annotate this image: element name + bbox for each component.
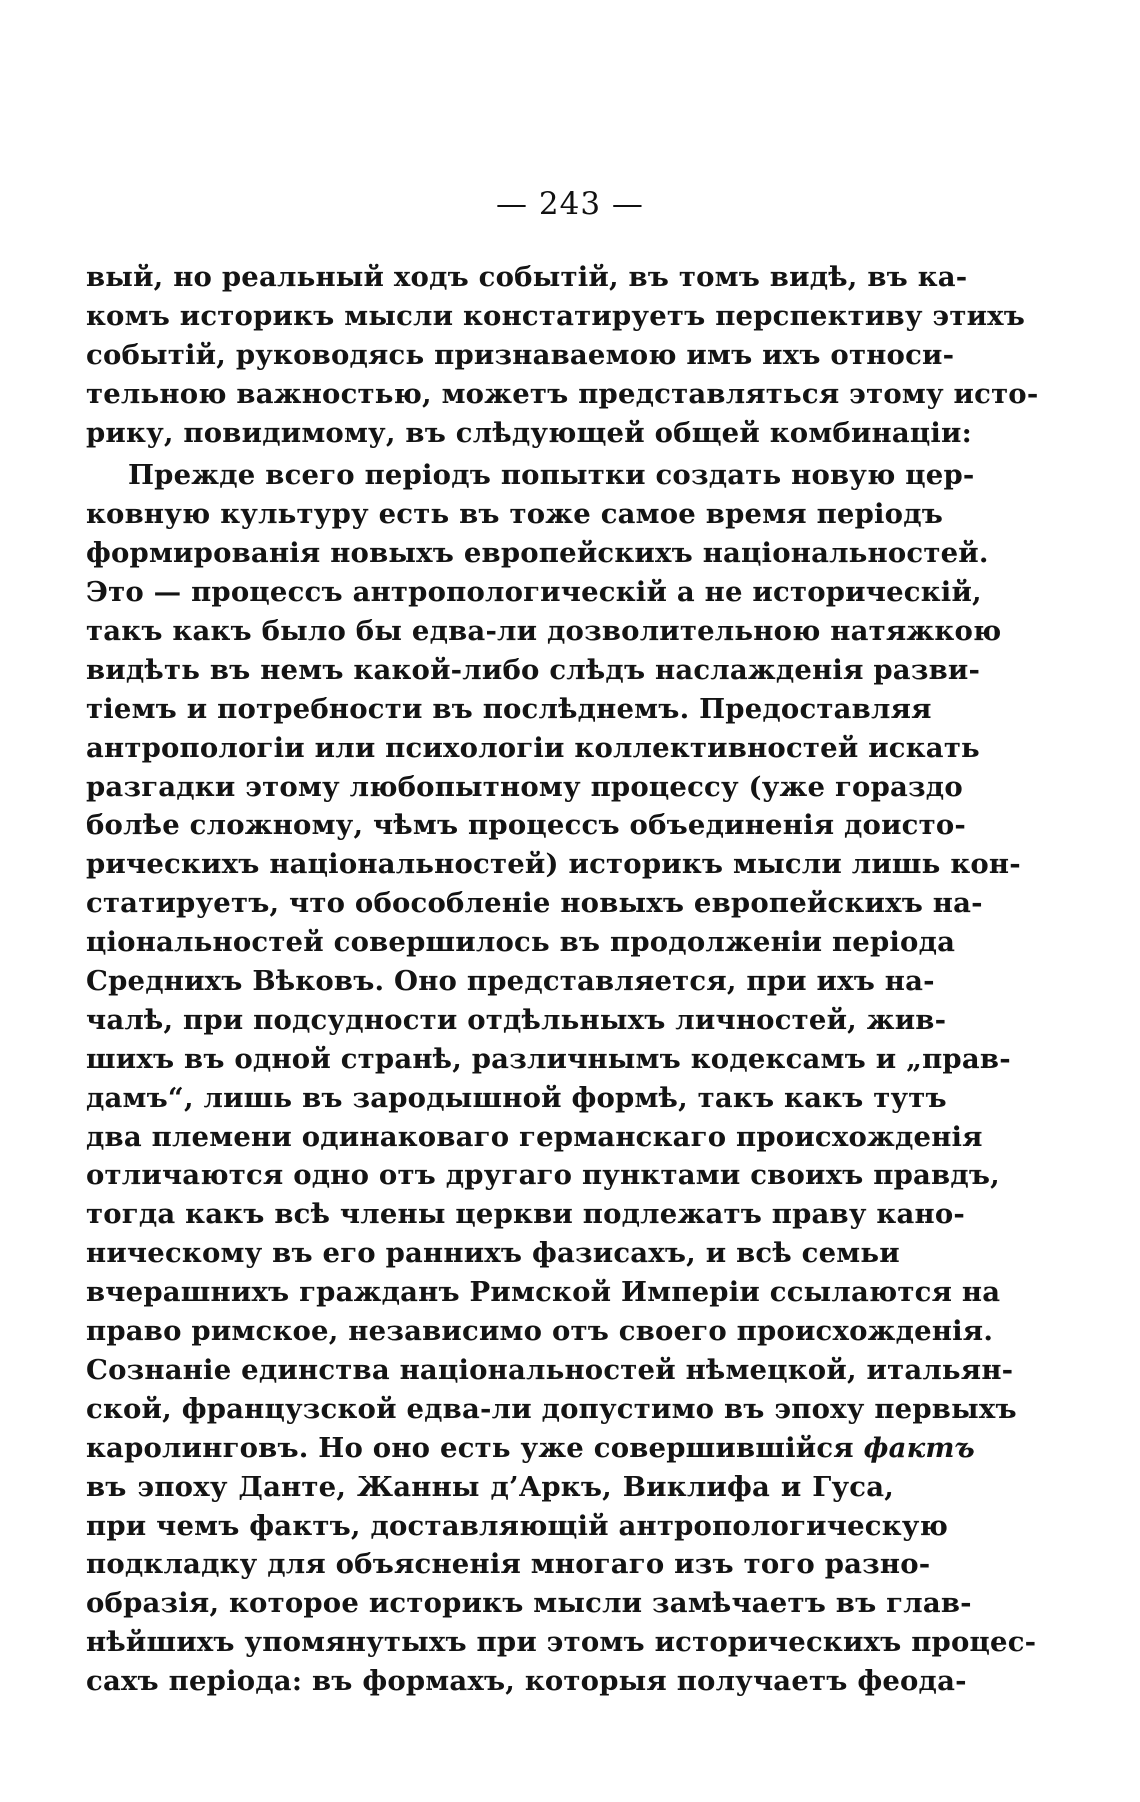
- text-line: шихъ въ одной странѣ, различнымъ кодексамъ и „прав-: [86, 1042, 1011, 1075]
- text-line: нѣйшихъ упомянутыхъ при этомъ историческихъ процес-: [86, 1626, 1037, 1659]
- text-line: Это — процессъ антропологическій а не историческій,: [86, 576, 982, 609]
- text-line: сахъ періода: въ формахъ, которыя получаетъ феода-: [86, 1665, 967, 1698]
- text-line: такъ какъ было бы едва-ли дозволительною натяжкою: [86, 615, 1002, 648]
- text-line: антропологіи или психологіи коллективностей искать: [86, 731, 980, 764]
- text-line: разгадки этому любопытному процессу (уже гораздо: [86, 770, 963, 803]
- text-line: комъ историкъ мысли констатируетъ перспективу этихъ: [86, 299, 1026, 332]
- text-line: формированія новыхъ европейскихъ національностей.: [86, 537, 989, 570]
- text-line: при чемъ фактъ, доставляющій антропологическую: [86, 1509, 948, 1542]
- text-line: тогда какъ всѣ члены церкви подлежатъ праву кано-: [86, 1198, 965, 1231]
- text-line: тельною важностью, можетъ представляться этому исто-: [86, 377, 1039, 410]
- page-number: — 243 —: [496, 186, 644, 222]
- text-line: статируетъ, что обособленіе новыхъ европейскихъ на-: [86, 887, 983, 920]
- text-line: ническому въ его раннихъ фазисахъ, и всѣ семьи: [86, 1237, 900, 1270]
- text-line: видѣть въ немъ какой-либо слѣдъ наслажденія разви-: [86, 653, 981, 686]
- text-line: вый, но реальный ходъ событій, въ томъ видѣ, въ ка-: [86, 261, 968, 293]
- text-fragment: каролинговъ. Но оно есть уже совершившійся: [86, 1431, 864, 1464]
- text-line: дамъ“, лишь въ зародышной формѣ, такъ какъ тутъ: [86, 1081, 947, 1114]
- text-line: ской, французской едва-ли допустимо въ эпоху первыхъ: [86, 1392, 1017, 1425]
- text-line: вчерашнихъ гражданъ Римской Имперіи ссылаются на: [86, 1276, 1001, 1309]
- text-line: рическихъ національностей) историкъ мысли лишь кон-: [86, 848, 1021, 881]
- text-line: ковную культуру есть въ тоже самое время періодъ: [86, 498, 944, 531]
- text-line: Сознаніе единства національностей нѣмецкой, итальян-: [86, 1353, 1014, 1386]
- paragraph-first-line: Прежде всего періодъ попытки создать новую цер-: [128, 459, 975, 492]
- body-text: [86, 258, 1039, 1701]
- text-line: образія, которое историкъ мысли замѣчаетъ въ глав-: [86, 1587, 972, 1620]
- text-line: въ эпоху Данте, Жанны д’Аркъ, Виклифа и Гуса,: [86, 1470, 894, 1503]
- text-line: чалѣ, при подсудности отдѣльныхъ личностей, жив-: [86, 1003, 947, 1036]
- text-line: подкладку для объясненія многаго изъ того разно-: [86, 1548, 931, 1581]
- text-line: Среднихъ Вѣковъ. Оно представляется, при ихъ на-: [86, 965, 935, 998]
- text-line: событій, руководясь признаваемою имъ ихъ относи-: [86, 338, 955, 371]
- text-line: ціональностей совершилось въ продолженіи періода: [86, 926, 956, 959]
- text-line-with-italic: [86, 1429, 975, 1468]
- text-line: тіемъ и потребности въ послѣднемъ. Предоставляя: [86, 692, 932, 725]
- text-line: право римское, независимо отъ своего происхожденія.: [86, 1315, 994, 1348]
- text-line: отличаются одно отъ другаго пунктами своихъ правдъ,: [86, 1159, 1000, 1192]
- text-line: болѣе сложному, чѣмъ процессъ объединенія доисто-: [86, 809, 967, 842]
- italic-word: фактъ: [863, 1431, 975, 1464]
- text-line: два племени одинаковаго германскаго происхожденія: [86, 1120, 983, 1153]
- text-line: рику, повидимому, въ слѣдующей общей комбинаціи:: [86, 416, 973, 449]
